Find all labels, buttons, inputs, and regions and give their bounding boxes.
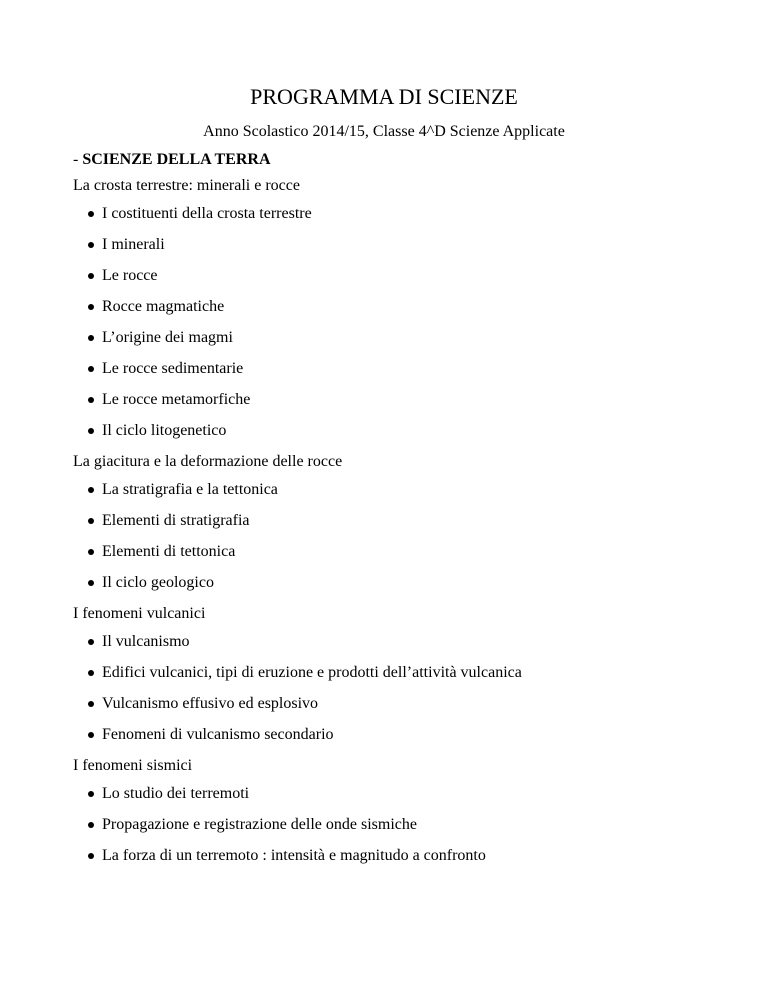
bullet-icon	[88, 822, 94, 828]
list-item-text: L’origine dei magmi	[102, 329, 233, 346]
topic-group	[73, 452, 713, 604]
list-item	[73, 663, 713, 694]
list-item	[73, 542, 713, 573]
topic-group	[73, 604, 713, 756]
bullet-icon	[88, 732, 94, 738]
topic-list	[73, 632, 713, 756]
document-content	[73, 150, 713, 877]
list-item-text: Fenomeni di vulcanismo secondario	[102, 726, 334, 743]
page-subtitle: Anno Scolastico 2014/15, Classe 4^D Scienze Applicate	[203, 123, 565, 140]
topic-group	[73, 176, 713, 452]
bullet-icon	[88, 397, 94, 403]
list-item-text: Elementi di stratigrafia	[102, 512, 250, 529]
list-item-text: Edifici vulcanici, tipi di eruzione e prodotti dell’attività vulcanica	[102, 664, 522, 681]
list-item-text: Le rocce sedimentarie	[102, 360, 244, 377]
list-item-text: Il vulcanismo	[102, 633, 190, 650]
list-item-text: La forza di un terremoto : intensità e magnitudo a confronto	[102, 847, 486, 864]
section-heading-text: SCIENZE DELLA TERRA	[82, 151, 271, 168]
list-item	[73, 846, 713, 877]
bullet-icon	[88, 211, 94, 217]
list-item-text: Elementi di tettonica	[102, 543, 236, 560]
list-item	[73, 390, 713, 421]
list-item-text: Propagazione e registrazione delle onde sismiche	[102, 816, 417, 833]
list-item	[73, 235, 713, 266]
bullet-icon	[88, 335, 94, 341]
list-item	[73, 359, 713, 390]
list-item-text: I minerali	[102, 236, 165, 253]
list-item	[73, 815, 713, 846]
list-item	[73, 784, 713, 815]
bullet-icon	[88, 670, 94, 676]
page-title: PROGRAMMA DI SCIENZE	[250, 84, 518, 109]
list-item	[73, 297, 713, 328]
list-item	[73, 632, 713, 663]
bullet-icon	[88, 853, 94, 859]
list-item	[73, 725, 713, 756]
topic-title: I fenomeni sismici	[73, 757, 193, 774]
list-item-text: Il ciclo litogenetico	[102, 422, 227, 439]
list-item	[73, 511, 713, 542]
bullet-icon	[88, 518, 94, 524]
topic-list	[73, 204, 713, 452]
list-item-text: Le rocce	[102, 267, 158, 284]
bullet-icon	[88, 366, 94, 372]
list-item-text: Il ciclo geologico	[102, 574, 214, 591]
list-item	[73, 480, 713, 511]
list-item	[73, 328, 713, 359]
topic-title: La giacitura e la deformazione delle rocce	[73, 453, 343, 470]
topic-title: I fenomeni vulcanici	[73, 605, 206, 622]
bullet-icon	[88, 242, 94, 248]
section-heading	[73, 150, 713, 176]
list-item	[73, 204, 713, 235]
list-item-text: Vulcanismo effusivo ed esplosivo	[102, 695, 319, 712]
list-item-text: Rocce magmatiche	[102, 298, 225, 315]
list-item	[73, 573, 713, 604]
bullet-icon	[88, 487, 94, 493]
bullet-icon	[88, 428, 94, 434]
topic-list	[73, 784, 713, 877]
bullet-icon	[88, 273, 94, 279]
bullet-icon	[88, 701, 94, 707]
list-item	[73, 266, 713, 297]
list-item-text: Le rocce metamorfiche	[102, 391, 251, 408]
list-item	[73, 694, 713, 725]
list-item	[73, 421, 713, 452]
list-item-text: La stratigrafia e la tettonica	[102, 481, 278, 498]
bullet-icon	[88, 639, 94, 645]
bullet-icon	[88, 791, 94, 797]
list-item-text: Lo studio dei terremoti	[102, 785, 250, 802]
topic-list	[73, 480, 713, 604]
list-item-text: I costituenti della crosta terrestre	[102, 205, 312, 222]
bullet-icon	[88, 304, 94, 310]
topic-title: La crosta terrestre: minerali e rocce	[73, 177, 300, 194]
bullet-icon	[88, 549, 94, 555]
section-prefix: -	[73, 151, 83, 168]
bullet-icon	[88, 580, 94, 586]
topic-group	[73, 756, 713, 877]
